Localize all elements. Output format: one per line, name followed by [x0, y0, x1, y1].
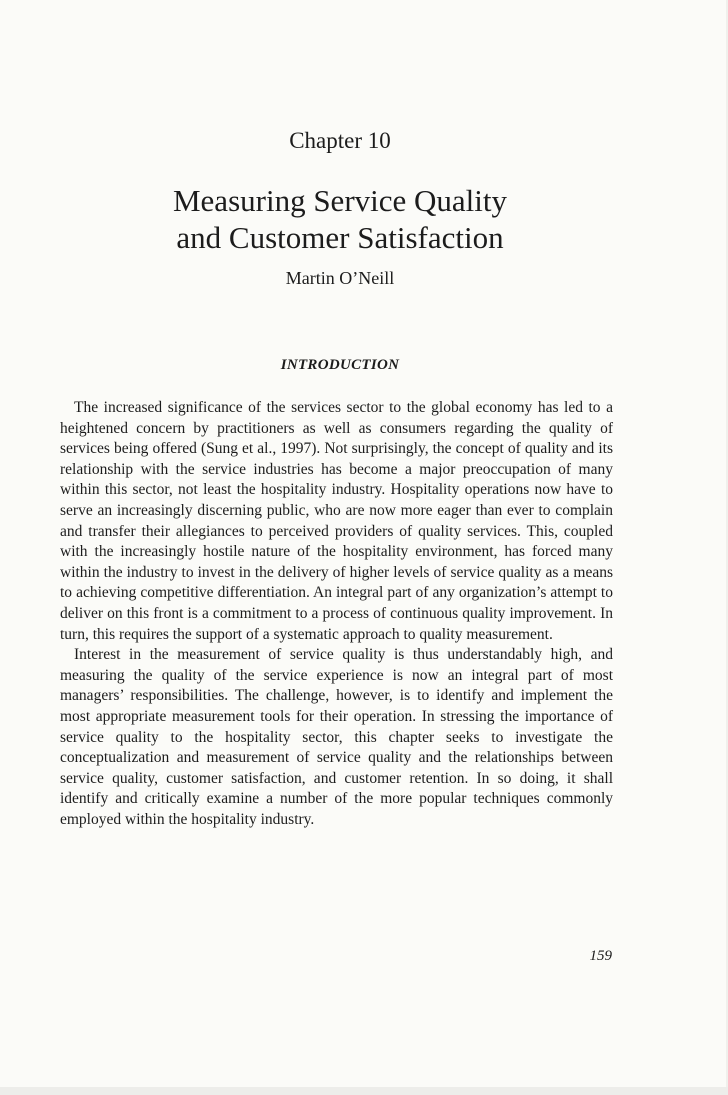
page-bottom-edge — [0, 1087, 728, 1095]
paragraph: The increased significance of the services sector to the global economy has led to a heightened concern by practitioners as well as consumers regarding the quality of services being offered (Sung et al., 1997). Not surprisingly, the concept of quality and its relationship with the service industries has become a major preoccupation of many within this sector, not least the hospitality industry. Hospitality operations now have to serve an increasingly discerning public, who are now more eager than ever to complain and transfer their allegiances to perceived providers of quality services. This, coupled with the increasingly hostile nature of the hospitality environment, has forced many within the industry to invest in the delivery of higher levels of service quality as a means to achieving competitive differentiation. An integral part of any organization’s attempt to deliver on this front is a commitment to a process of continuous quality improvement. In turn, this requires the support of a systematic approach to quality measurement. — [60, 399, 613, 643]
chapter-title-line-2: and Customer Satisfaction — [176, 220, 504, 255]
chapter-title-line-1: Measuring Service Quality — [172, 183, 508, 218]
chapter-title — [0, 182, 680, 256]
body-text — [60, 398, 613, 830]
page-number: 159 — [589, 948, 612, 964]
author-name: Martin O’Neill — [285, 268, 395, 288]
paragraph: Interest in the measurement of service quality is thus understandably high, and measuring the quality of the service experience is now an integral part of most managers’ responsibilities. The challenge, however, is to identify and implement the most appropriate measurement tools for their operation. In stressing the importance of service quality to the hospitality sector, this chapter seeks to investigate the conceptualization and measurement of service quality and the relationships between service quality, customer satisfaction, and customer retention. In so doing, it shall identify and critically examine a number of the more popular techniques commonly employed within the hospitality industry. — [60, 646, 613, 828]
section-heading: INTRODUCTION — [280, 357, 400, 373]
chapter-label: Chapter 10 — [289, 128, 391, 153]
